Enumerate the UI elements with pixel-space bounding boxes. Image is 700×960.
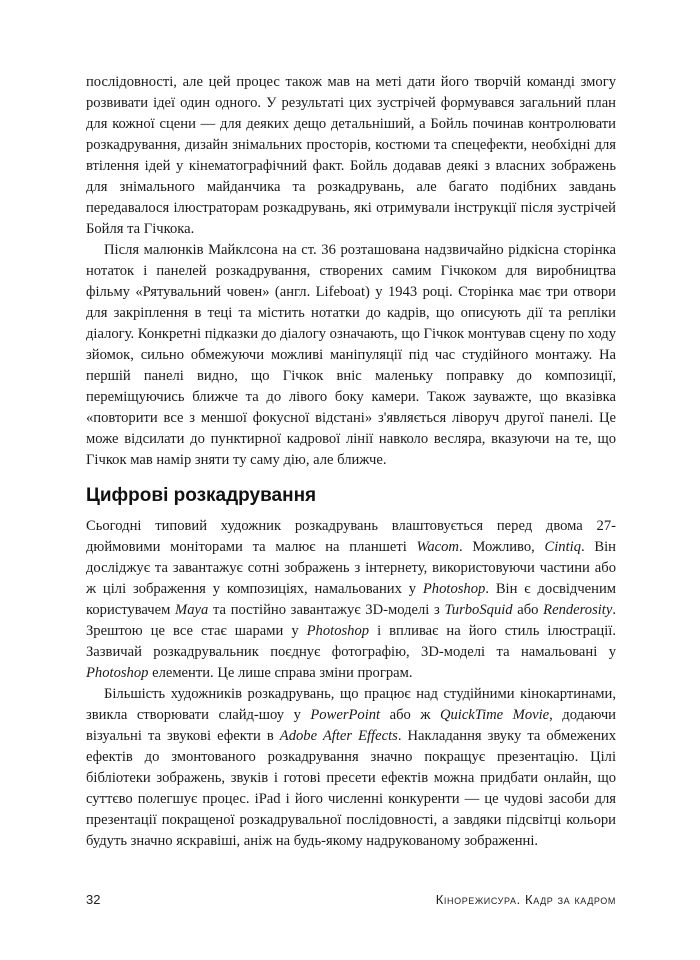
page-footer [86,892,616,912]
software-name: Photoshop [422,581,486,597]
paragraph-digital-artist [86,516,616,684]
software-name: Renderosity [543,602,613,618]
text-run: або [512,602,544,618]
text-run: , додаючи візуальні та звукові ефекти в [86,707,616,744]
paragraph-presentation [86,684,616,852]
running-title: Кінорежисура. Кадр за кадром [435,892,616,907]
paragraph-text: послідовності, але цей процес також мав на меті дати його творчій команді змогу розвивати ідеї один одного. У результаті цих зустрічей формувався загальний план для кожної сцени — для деяких дещо детальніший, а Бойль починав контролювати розкадрування, дизайн знімальних просторів, костюми та спецефекти, необхідні для втілення ідей у кінематографічний факт. Бойль додавав деякі з власних зображень для знімального майданчика та розкадрувань, але багато подібних завдань передавалося ілюстраторам розкадрувань, які отримували інструкції після зустрічей Бойля та Гічкока. [86,74,616,237]
text-run: та постійно завантажує 3D-моделі з [208,602,445,618]
software-name: Photoshop [306,623,370,639]
software-name: Cintiq [544,539,582,555]
software-name: PowerPoint [310,707,381,723]
text-run: Сьогодні типовий художник розкадрувань влаштовується перед двома 27-дюймовими моніторами та малює на планшеті [86,518,616,555]
text-run: . Накладання звуку та обмежених ефектів до змонтованого розкадрування значно покращує презентацію. Цілі бібліотеки зображень, звуків і готові пресети ефектів можна придбати онлайн, що суттєво полегшує процес. iPad і його численні конкуренти — це чудові засоби для презентації покращеної розкадрувальної послідовності, а завдяки підсвітці кольори будуть значно яскравіші, аніж на будь-якому надрукованому зображенні. [86,728,616,849]
software-name: Wacom [416,539,459,555]
text-run: . Можливо, [458,539,545,555]
text-run: елементи. Це лише справа зміни програм. [148,665,413,681]
text-run: . Зрештою це все стає шарами у [86,602,616,639]
section-heading: Цифрові розкадрування [86,485,317,506]
paragraph-hitchcock-page [86,240,616,471]
software-name: TurboSquid [444,602,513,618]
page-number: 32 [86,892,101,907]
text-run: і впливає на його стиль ілюстрації. Зазвичай розкадрувальник поєднує фотографію, 3D-моделі та намальовані у [86,623,616,660]
text-run: або ж [380,707,440,723]
text-run: . Він є досвідченим користувачем [86,581,616,618]
software-name: Photoshop [86,665,149,681]
paragraph-text: Після малюнків Майклсона на ст. 36 розташована надзвичайно рідкісна сторінка нотаток і панелей розкадрування, створених самим Гічкоком для виробництва фільму «Рятувальний човен» (англ. Lifeboat) у 1943 році. Сторінка має три отвори для закріплення в теці та містить нотатки до кадрів, що описують дії та репліки діалогу. Конкретні підказки до діалогу означають, що Гічкок монтував сцену по ходу зйомок, сильно обмежуючи можливі маніпуляції під час студійного монтажу. На першій панелі видно, що Гічкок вніс маленьку поправку до композиції, переміщуючись ближче та до лівого боку камери. Також зауважте, що вказівка «повторити все з меншої фокусної відстані» з'являється ліворуч другої панелі. Це може відсилати до пунктирної кадрової лінії навколо весляра, вказуючи на те, що Гічкок мав намір зняти ту саму дію, але ближче. [86,242,616,468]
text-run: Більшість художників розкадрувань, що працює над студійними кінокартинами, звикла створювати слайд-шоу у [86,686,616,723]
software-name: Adobe After Effects [279,728,398,744]
paragraph-continuation [86,72,616,240]
text-run: . Він досліджує та завантажує сотні зображень з інтернету, використовуючи частини або ж цілі зображення у композиціях, намальованих у [86,539,616,597]
body-text-top [86,72,616,471]
software-name: QuickTime Movie [439,707,550,723]
software-name: Maya [175,602,209,618]
body-text-bottom [86,516,616,852]
